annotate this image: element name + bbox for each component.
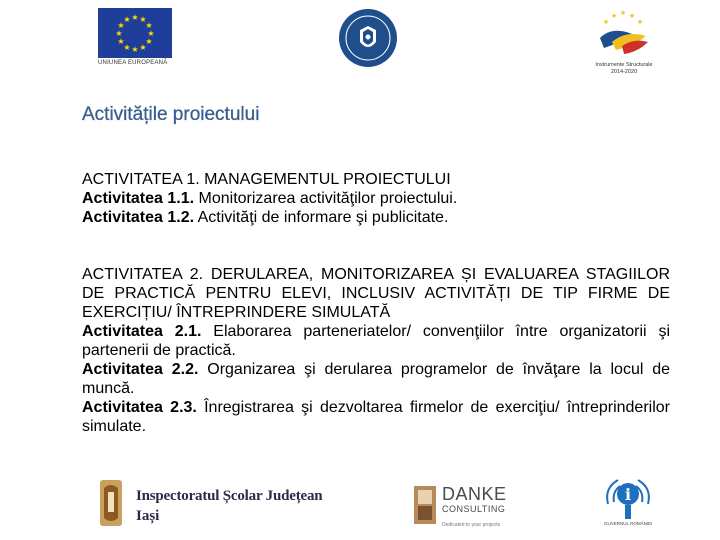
is-caption-line1: Instrumente Structurale <box>595 62 653 68</box>
danke-tagline: Dedicated to your projects <box>442 522 501 528</box>
eu-flag-logo <box>98 8 172 60</box>
svg-text:★: ★ <box>145 21 153 30</box>
info-caption: GUVERNUL ROMÂNIEI <box>604 521 653 526</box>
svg-text:★: ★ <box>636 18 644 26</box>
structural-instruments-caption <box>586 62 662 76</box>
structural-instruments-icon <box>592 8 654 62</box>
isj-emblem-icon <box>98 478 124 528</box>
activity-label: Activitatea 2.3. <box>82 399 197 416</box>
eu-caption: UNIUNEA EUROPEANĂ <box>98 60 168 66</box>
activity-label: Activitatea 1.2. <box>82 209 195 226</box>
activity-text: Înregistrarea şi dezvoltarea firmelor de exerciţiu/ întreprinderilor simulate. <box>82 399 670 435</box>
isj-city: Iași <box>136 508 160 524</box>
page-title: Activitățile proiectului <box>82 104 260 125</box>
activity-label: Activitatea 2.2. <box>82 361 199 378</box>
activity-text: Monitorizarea activităţilor proiectului. <box>194 190 458 207</box>
svg-text:★: ★ <box>145 37 153 46</box>
activity-label: Activitatea 2.1. <box>82 323 202 340</box>
government-seal-icon <box>338 8 398 68</box>
svg-text:★: ★ <box>115 29 123 38</box>
svg-text:i: i <box>624 485 632 504</box>
danke-consulting-logo <box>414 484 510 530</box>
romanian-government-logo <box>338 8 398 68</box>
svg-text:★: ★ <box>131 13 139 22</box>
svg-text:★: ★ <box>139 15 147 24</box>
activity-item <box>82 322 670 360</box>
svg-text:★: ★ <box>602 18 610 26</box>
activity-item <box>82 360 670 398</box>
svg-text:★: ★ <box>123 15 131 24</box>
activity-item <box>82 398 670 436</box>
is-caption-line2: 2014-2020 <box>610 69 638 75</box>
svg-text:★: ★ <box>117 37 125 46</box>
activity-text: Organizarea şi derularea programelor de învăţare la locul de muncă. <box>82 361 671 397</box>
svg-text:★: ★ <box>147 29 155 38</box>
isj-name: Inspectoratul Școlar Județean <box>136 488 323 504</box>
svg-text:★: ★ <box>139 43 147 52</box>
activity-heading-2: ACTIVITATEA 2. DERULAREA, MONITORIZAREA ȘI EVALUAREA STAGIILOR DE PRACTICĂ PENTRU ELEVI, INCLUSIV ACTIVITĂȚI DE TIP FIRME DE EXERCIȚIU/ ÎNTREPRINDERE SIMULATĂ <box>82 266 670 321</box>
activity-item <box>82 208 670 227</box>
svg-text:★: ★ <box>123 43 131 52</box>
eu-stars-icon <box>98 8 172 58</box>
isj-iasi-logo <box>98 478 323 528</box>
info-point-logo <box>598 474 658 528</box>
activity-block-2 <box>82 265 670 436</box>
danke-subtitle: CONSULTING <box>442 504 506 514</box>
activity-item <box>82 189 670 208</box>
activity-heading-1: ACTIVITATEA 1. MANAGEMENTUL PROIECTULUI <box>82 171 451 188</box>
activity-label: Activitatea 1.1. <box>82 190 195 207</box>
svg-text:★: ★ <box>131 45 139 54</box>
activity-block-1 <box>82 170 670 227</box>
activity-text: Elaborarea parteneriatelor/ convenţiilor între organizatorii şi partenerii de practică. <box>82 323 671 359</box>
danke-mark-icon <box>414 486 436 524</box>
info-icon <box>598 474 658 520</box>
danke-name: DANKE <box>442 484 507 504</box>
svg-text:★: ★ <box>628 12 636 20</box>
svg-text:★: ★ <box>117 21 125 30</box>
svg-text:★: ★ <box>619 9 627 17</box>
svg-text:★: ★ <box>610 12 618 20</box>
activity-text: Activităţi de informare şi publicitate. <box>194 209 449 226</box>
